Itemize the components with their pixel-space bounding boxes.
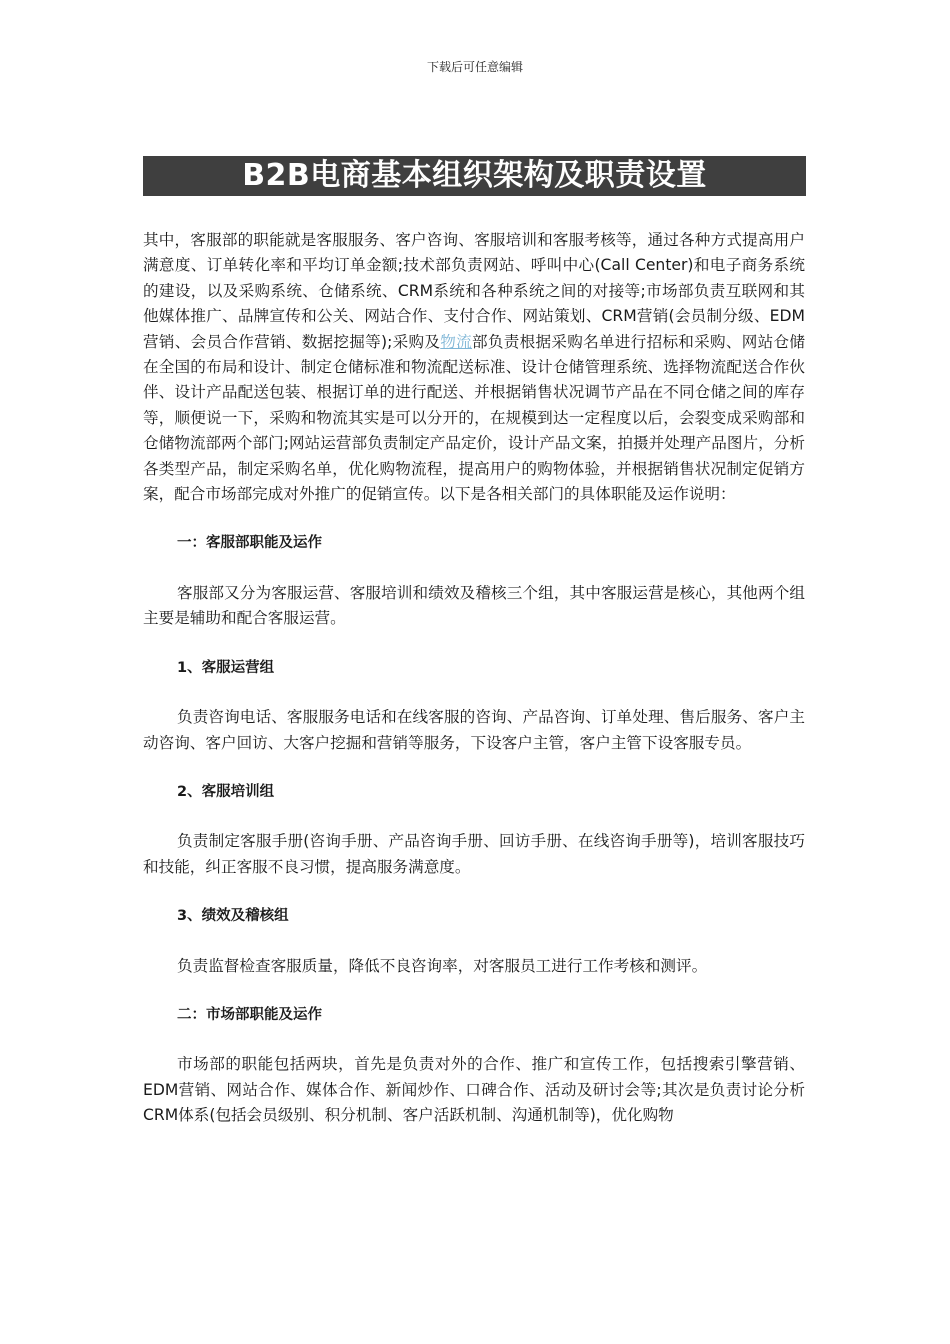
subsection-heading-operations: 1、客服运营组 [177,659,275,676]
subsection-heading-audit: 3、绩效及稽核组 [177,908,289,925]
intro-paragraph [143,228,805,507]
audit-description: 负责监督检查客服质量，降低不良咨询率，对客服员工进行工作考核和测评。 [177,956,708,975]
training-description: 负责制定客服手册(咨询手册、产品咨询手册、回访手册、在线咨询手册等)，培训客服技巧和技能，纠正客服不良习惯，提高服务满意度。 [143,832,805,876]
section-heading-marketing: 二：市场部职能及运作 [177,1006,322,1023]
logistics-link[interactable]: 物流 [440,332,473,351]
subsection-heading-training: 2、客服培训组 [177,783,275,800]
section-heading-customer-service: 一：客服部职能及运作 [177,535,322,552]
header-note: 下载后可任意编辑 [426,60,523,74]
intro-text-before-link: 其中，客服部的职能就是客服服务、客户咨询、客服培训和客服考核等，通过各种方式提高用户满意度、订单转化率和平均订单金额;技术部负责网站、呼叫中心(Call Center)和电子商务系统的建设，以及采购系统、仓储系统、CRM系统和各种系统之间的对接等;市场部负责互联网和其他媒体推广、品牌宣传和公关、网站合作、支付合作、网站策划、CRM营销(会员制分级、EDM营销、会员合作营销、数据挖掘等);采购及 [143,231,805,351]
marketing-description: 市场部的职能包括两块，首先是负责对外的合作、推广和宣传工作，包括搜索引擎营销、EDM营销、网站合作、媒体合作、新闻炒作、口碑合作、活动及研讨会等;其次是负责讨论分析CRM体系(包括会员级别、积分机制、客户活跃机制、沟通机制等)，优化购物 [143,1055,805,1125]
document-body [143,228,805,1153]
document-title: B2B电商基本组织架构及职责设置 [143,156,806,196]
operations-description: 负责咨询电话、客服服务电话和在线客服的咨询、产品咨询、订单处理、售后服务、客户主动咨询、客户回访、大客户挖掘和营销等服务，下设客户主管，客户主管下设客服专员。 [143,708,805,752]
customer-service-overview: 客服部又分为客服运营、客服培训和绩效及稽核三个组，其中客服运营是核心，其他两个组主要是辅助和配合客服运营。 [143,583,805,628]
intro-text-after-link: 部负责根据采购名单进行招标和采购、网站仓储在全国的布局和设计、制定仓储标准和物流配送标准、设计仓储管理系统、选择物流配送合作伙伴、设计产品配送包装、根据订单的进行配送、并根据销售状况调节产品在不同仓储之间的库存等，顺便说一下，采购和物流其实是可以分开的，在规模到达一定程度以后，会裂变成采购部和仓储物流部两个部门;网站运营部负责制定产品定价，设计产品文案，拍摄并处理产品图片，分析各类型产品，制定采购名单，优化购物流程，提高用户的购物体验，并根据销售状况制定促销方案，配合市场部完成对外推广的促销宣传。以下是各相关部门的具体职能及运作说明： [143,332,805,504]
